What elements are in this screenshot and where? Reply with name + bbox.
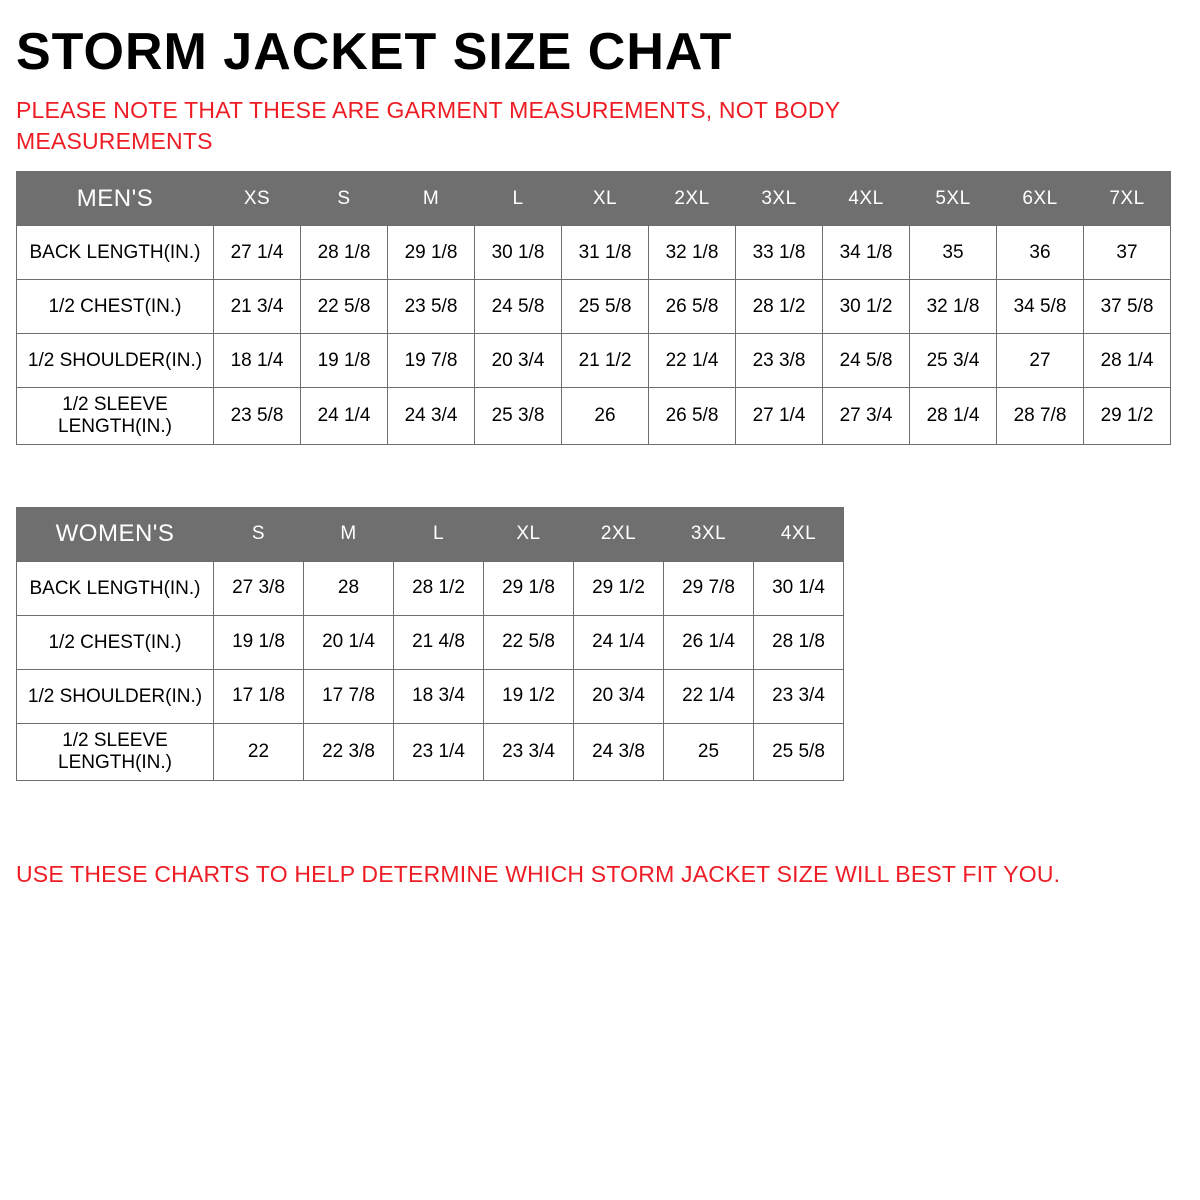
table-header-row <box>17 507 844 561</box>
measurement-cell: 25 5/8 <box>754 723 844 780</box>
column-header-l: L <box>394 507 484 561</box>
measurement-cell: 30 1/8 <box>475 226 562 280</box>
measurement-cell: 18 1/4 <box>214 334 301 388</box>
table-row <box>17 334 1171 388</box>
measurement-cell: 24 5/8 <box>823 334 910 388</box>
measurement-cell: 23 3/4 <box>754 669 844 723</box>
row-label: BACK LENGTH(IN.) <box>17 226 214 280</box>
measurement-cell: 24 5/8 <box>475 280 562 334</box>
measurement-cell: 25 3/8 <box>475 388 562 445</box>
table-corner-label: MEN'S <box>17 172 214 226</box>
measurement-cell: 17 1/8 <box>214 669 304 723</box>
measurement-cell: 22 5/8 <box>484 615 574 669</box>
table-row <box>17 280 1171 334</box>
table-row <box>17 615 844 669</box>
column-header-4xl: 4XL <box>754 507 844 561</box>
measurement-cell: 18 3/4 <box>394 669 484 723</box>
measurement-cell: 24 3/4 <box>388 388 475 445</box>
measurement-cell: 33 1/8 <box>736 226 823 280</box>
measurement-cell: 36 <box>997 226 1084 280</box>
measurement-cell: 20 3/4 <box>574 669 664 723</box>
column-header-3xl: 3XL <box>664 507 754 561</box>
measurement-cell: 21 3/4 <box>214 280 301 334</box>
measurement-cell: 20 3/4 <box>475 334 562 388</box>
mens-size-table <box>16 171 1171 445</box>
measurement-cell: 21 4/8 <box>394 615 484 669</box>
measurement-cell: 37 5/8 <box>1084 280 1171 334</box>
row-label: 1/2 SHOULDER(IN.) <box>17 669 214 723</box>
column-header-s: S <box>214 507 304 561</box>
measurement-cell: 19 1/8 <box>214 615 304 669</box>
measurement-cell: 26 5/8 <box>649 388 736 445</box>
measurement-cell: 24 1/4 <box>574 615 664 669</box>
measurement-cell: 20 1/4 <box>304 615 394 669</box>
row-label: 1/2 CHEST(IN.) <box>17 280 214 334</box>
measurement-cell: 25 <box>664 723 754 780</box>
row-label: 1/2 SHOULDER(IN.) <box>17 334 214 388</box>
table-row <box>17 669 844 723</box>
measurement-cell: 23 5/8 <box>388 280 475 334</box>
measurement-cell: 28 <box>304 561 394 615</box>
measurement-cell: 19 1/8 <box>301 334 388 388</box>
measurement-cell: 29 1/8 <box>388 226 475 280</box>
measurement-cell: 37 <box>1084 226 1171 280</box>
measurement-cell: 28 1/8 <box>754 615 844 669</box>
measurement-cell: 23 3/8 <box>736 334 823 388</box>
column-header-5xl: 5XL <box>910 172 997 226</box>
measurement-cell: 28 1/8 <box>301 226 388 280</box>
measurement-cell: 32 1/8 <box>649 226 736 280</box>
table-header-row <box>17 172 1171 226</box>
measurement-cell: 26 <box>562 388 649 445</box>
measurement-cell: 27 3/8 <box>214 561 304 615</box>
measurement-cell: 22 5/8 <box>301 280 388 334</box>
measurement-cell: 29 1/2 <box>1084 388 1171 445</box>
measurement-cell: 23 1/4 <box>394 723 484 780</box>
row-label: 1/2 SLEEVE LENGTH(IN.) <box>17 388 214 445</box>
measurement-cell: 30 1/4 <box>754 561 844 615</box>
column-header-xl: XL <box>484 507 574 561</box>
row-label: 1/2 SLEEVE LENGTH(IN.) <box>17 723 214 780</box>
measurement-cell: 28 1/4 <box>1084 334 1171 388</box>
measurement-cell: 30 1/2 <box>823 280 910 334</box>
measurement-cell: 32 1/8 <box>910 280 997 334</box>
measurement-cell: 19 7/8 <box>388 334 475 388</box>
measurement-cell: 19 1/2 <box>484 669 574 723</box>
column-header-l: L <box>475 172 562 226</box>
measurement-cell: 25 5/8 <box>562 280 649 334</box>
measurement-cell: 21 1/2 <box>562 334 649 388</box>
measurement-cell: 26 1/4 <box>664 615 754 669</box>
measurement-cell: 22 3/8 <box>304 723 394 780</box>
measurement-cell: 22 1/4 <box>649 334 736 388</box>
measurement-cell: 27 1/4 <box>736 388 823 445</box>
table-row <box>17 226 1171 280</box>
measurement-cell: 31 1/8 <box>562 226 649 280</box>
column-header-3xl: 3XL <box>736 172 823 226</box>
table-row <box>17 723 844 780</box>
measurement-cell: 34 5/8 <box>997 280 1084 334</box>
measurement-cell: 22 <box>214 723 304 780</box>
page-title: STORM JACKET SIZE CHAT <box>16 23 733 81</box>
measurement-cell: 28 1/2 <box>394 561 484 615</box>
column-header-m: M <box>304 507 394 561</box>
measurement-cell: 28 7/8 <box>997 388 1084 445</box>
column-header-2xl: 2XL <box>574 507 664 561</box>
top-note: PLEASE NOTE THAT THESE ARE GARMENT MEASUREMENTS, NOT BODY MEASUREMENTS <box>16 97 840 155</box>
table-row <box>17 561 844 615</box>
column-header-m: M <box>388 172 475 226</box>
measurement-cell: 29 7/8 <box>664 561 754 615</box>
column-header-s: S <box>301 172 388 226</box>
measurement-cell: 27 3/4 <box>823 388 910 445</box>
measurement-cell: 23 3/4 <box>484 723 574 780</box>
measurement-cell: 26 5/8 <box>649 280 736 334</box>
measurement-cell: 25 3/4 <box>910 334 997 388</box>
table-row <box>17 388 1171 445</box>
column-header-2xl: 2XL <box>649 172 736 226</box>
measurement-cell: 28 1/2 <box>736 280 823 334</box>
measurement-cell: 34 1/8 <box>823 226 910 280</box>
measurement-cell: 27 1/4 <box>214 226 301 280</box>
table-corner-label: WOMEN'S <box>17 507 214 561</box>
measurement-cell: 29 1/8 <box>484 561 574 615</box>
measurement-cell: 24 3/8 <box>574 723 664 780</box>
column-header-xl: XL <box>562 172 649 226</box>
column-header-xs: XS <box>214 172 301 226</box>
row-label: BACK LENGTH(IN.) <box>17 561 214 615</box>
column-header-7xl: 7XL <box>1084 172 1171 226</box>
measurement-cell: 17 7/8 <box>304 669 394 723</box>
column-header-4xl: 4XL <box>823 172 910 226</box>
bottom-note: USE THESE CHARTS TO HELP DETERMINE WHICH STORM JACKET SIZE WILL BEST FIT YOU. <box>16 860 1061 887</box>
measurement-cell: 27 <box>997 334 1084 388</box>
measurement-cell: 28 1/4 <box>910 388 997 445</box>
measurement-cell: 24 1/4 <box>301 388 388 445</box>
row-label: 1/2 CHEST(IN.) <box>17 615 214 669</box>
measurement-cell: 23 5/8 <box>214 388 301 445</box>
womens-size-table <box>16 507 844 781</box>
measurement-cell: 22 1/4 <box>664 669 754 723</box>
measurement-cell: 29 1/2 <box>574 561 664 615</box>
measurement-cell: 35 <box>910 226 997 280</box>
column-header-6xl: 6XL <box>997 172 1084 226</box>
